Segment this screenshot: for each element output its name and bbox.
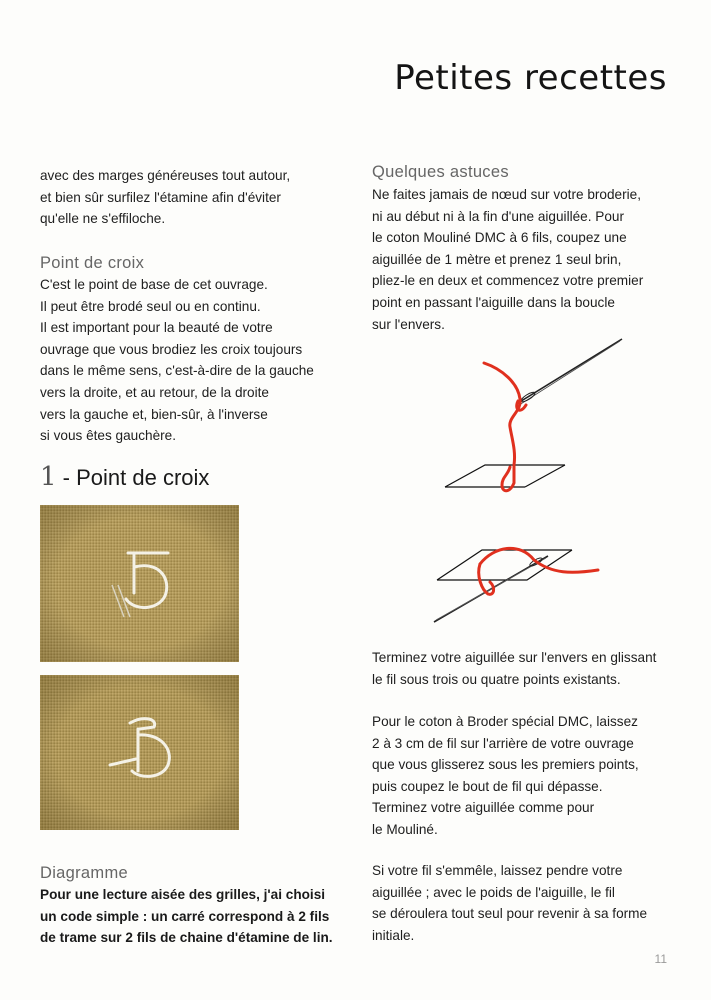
red-thread-2 [479,548,598,594]
text-line: un code simple : un carré correspond à 2 fils [40,908,330,924]
needle-thread-loop-illustration [440,335,630,500]
cross-stitch-photo-1 [40,505,239,662]
text-line: puis coupez le bout de fil qui dépasse. [372,778,603,794]
text-line: sur l'envers. [372,316,445,332]
text-line: de trame sur 2 fils de chaine d'étamine de lin. [40,930,333,946]
page-number: 11 [654,952,667,966]
step-label: - Point de croix [62,465,210,490]
text-line: ni au début ni à la fin d'une aiguillée. Pour [372,208,624,224]
cross-stitch-photo-2 [40,675,239,830]
text-line: Pour une lecture aisée des grilles, j'ai choisi [40,887,326,902]
text-line: et bien sûr surfilez l'étamine afin d'éviter [40,189,281,205]
text-line: dans le même sens, c'est-à-dire de la gauche [40,363,314,379]
text-line: si vous êtes gauchère. [40,428,177,444]
text-line: ouvrage que vous brodiez les croix toujours [40,341,303,357]
text-line: le fil sous trois ou quatre points existants. [372,671,621,687]
section-title-point-de-croix: Point de croix [40,254,145,272]
text-line: Si votre fil s'emmêle, laissez pendre votre [372,863,623,878]
page-title: Petites recettes [394,58,667,98]
text-line: le coton Mouliné DMC à 6 fils, coupez une [372,230,627,246]
step-number: 1 [40,462,57,492]
text-line: C'est le point de base de cet ouvrage. [40,277,268,292]
text-line: le Mouliné. [372,821,438,837]
diagramme-paragraph [40,884,333,949]
text-line: Il peut être brodé seul ou en continu. [40,298,261,314]
section-title-diagramme: Diagramme [40,864,128,882]
emmele-paragraph [372,860,647,946]
text-line: pliez-le en deux et commencez votre premier [372,273,644,289]
red-thread [484,363,526,491]
text-line: se déroulera tout seul pour revenir à sa forme [372,906,648,922]
broder-paragraph [372,711,639,841]
text-line: initiale. [372,927,415,943]
terminez-paragraph [372,647,656,690]
text-line: aiguillée de 1 mètre et prenez 1 seul brin, [372,251,622,267]
text-line: vers la droite, et au retour, de la droite [40,384,269,400]
text-line: Terminez votre aiguillée sur l'envers en glissant [372,650,657,665]
text-line: vers la gauche et, bien-sûr, à l'inverse [40,406,268,422]
text-line: 2 à 3 cm de fil sur l'arrière de votre ouvrage [372,735,634,751]
text-line: avec des marges généreuses tout autour, [40,168,291,183]
text-line: point en passant l'aiguille dans la boucle [372,294,615,310]
section-title-astuces: Quelques astuces [372,163,509,181]
text-line: qu'elle ne s'effiloche. [40,211,166,227]
astuces-paragraph [372,184,643,335]
step-heading [40,462,209,492]
text-line: Terminez votre aiguillée comme pour [372,800,595,816]
text-line: que vous glisserez sous les premiers points, [372,757,639,773]
text-line: Il est important pour la beauté de votre [40,320,273,336]
point-de-croix-paragraph [40,274,314,447]
text-line: aiguillée ; avec le poids de l'aiguille, le fil [372,884,615,900]
needle-through-fabric-illustration [432,540,622,625]
text-line: Pour le coton à Broder spécial DMC, laissez [372,714,638,729]
text-line: Ne faites jamais de nœud sur votre broderie, [372,187,641,202]
intro-paragraph [40,165,290,230]
